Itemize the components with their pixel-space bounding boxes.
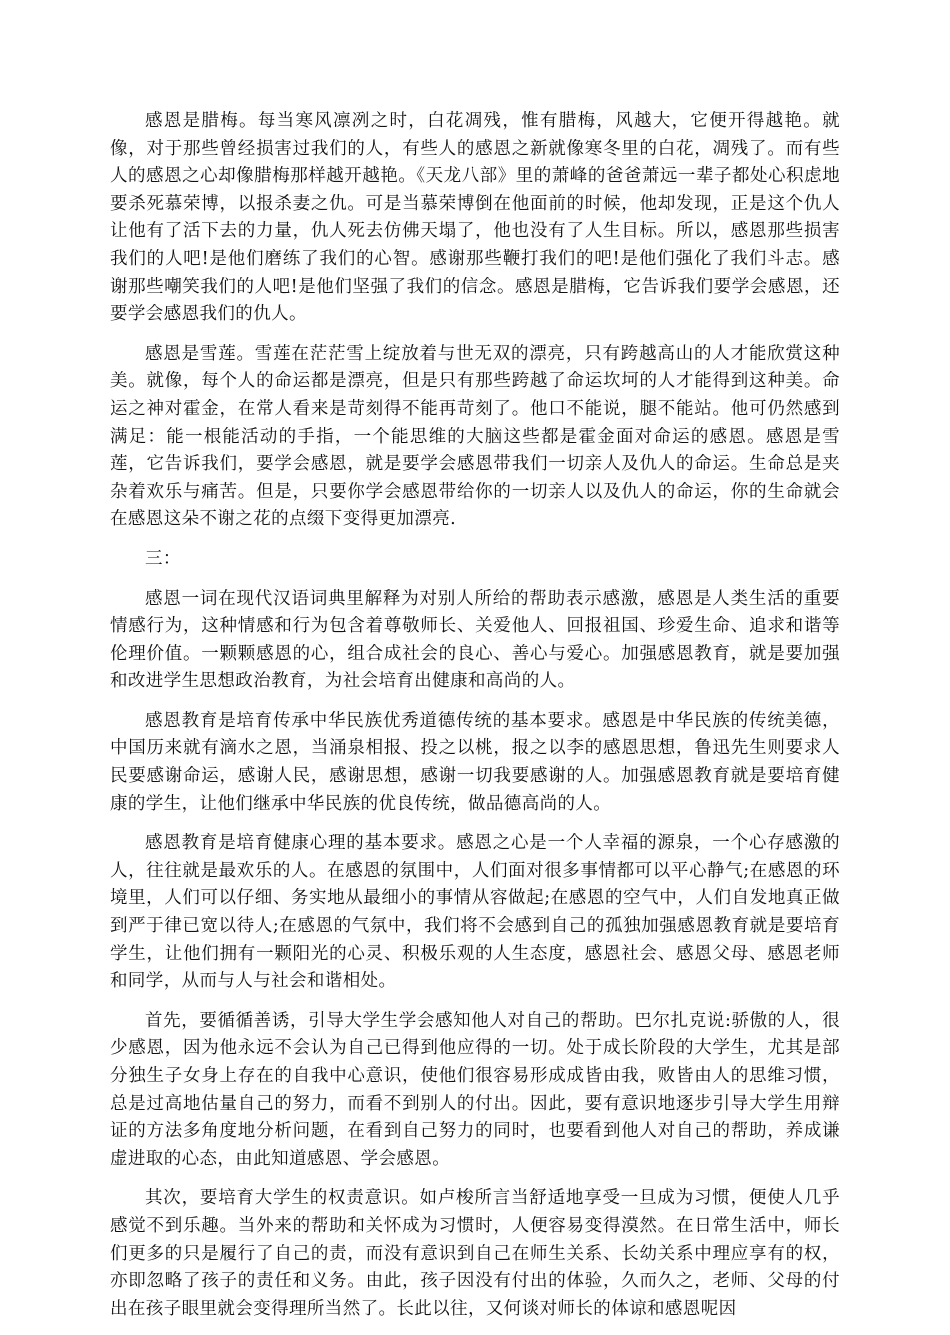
paragraph-second: 其次，要培育大学生的权责意识。如卢梭所言当舒适地享受一旦成为习惯，便使人几乎感觉不到乐趣。当外来的帮助和关怀成为习惯时，人便容易变得漠然。在日常生活中，师长们更多的只是履行了自己的责，而没有意识到自己在师生关系、长幼关系中理应享有的权，亦即忽略了孩子的责任和义务。由此，孩子因没有付出的体验，久而久之，老师、父母的付出在孩子眼里就会变得理所当然了。长此以往，又何谈对师长的体谅和感恩呢因 (110, 1188, 840, 1319)
paragraph-first: 首先，要循循善诱，引导大学生学会感知他人对自己的帮助。巴尔扎克说:骄傲的人，很少感恩，因为他永远不会认为自己已得到他应得的一切。处于成长阶段的大学生，尤其是部分独生子女身上存在的自我中心意识，使他们很容易形成成皆由我，败皆由人的思维习惯，总是过高地估量自己的努力，而看不到别人的付出。因此，要有意识地逐步引导大学生用辩证的方法多角度地分析问题，在看到自己努力的同时，也要看到他人对自己的帮助，养成谦虚进取的心态，由此知道感恩、学会感恩。 (110, 1010, 840, 1169)
paragraph-wintersweet: 感恩是腊梅。每当寒风凛冽之时，白花凋残，惟有腊梅，风越大，它便开得越艳。就像，对于那些曾经损害过我们的人，有些人的感恩之新就像寒冬里的白花，凋残了。而有些人的感恩之心却像腊梅那样越开越艳。《天龙八部》里的萧峰的爸爸萧远一辈子都处心积虑地要杀死慕荣博，以报杀妻之仇。可是当慕荣博倒在他面前的时候，他却发现，正是这个仇人让他有了活下去的力量，仇人死去仿佛天塌了，他也没有了人生目标。所以，感恩那些损害我们的人吧!是他们磨练了我们的心智。感谢那些鞭打我们的吧!是他们强化了我们斗志。感谢那些嘲笑我们的人吧!是他们坚强了我们的信念。感恩是腊梅，它告诉我们要学会感恩，还要学会感恩我们的仇人。 (110, 111, 840, 325)
paragraph-snow-lotus: 感恩是雪莲。雪莲在茫茫雪上绽放着与世无双的漂亮，只有跨越高山的人才能欣赏这种美。就像，每个人的命运都是漂亮，但是只有那些跨越了命运坎坷的人才能得到这种美。命运之神对霍金，在常人看来是苛刻得不能再苛刻了。他口不能说，腿不能站。他可仍然感到满足：能一根能活动的手指，一个能思维的大脑这些都是霍金面对命运的感恩。感恩是雪莲，它告诉我们，要学会感恩，就是要学会感恩带我们一切亲人及仇人的命运。生命总是夹杂着欢乐与痛苦。但是，只要你学会感恩带给你的一切亲人以及仇人的命运，你的生命就会在感恩这朵不谢之花的点缀下变得更加漂亮. (110, 343, 840, 530)
paragraph-definition: 感恩一词在现代汉语词典里解释为对别人所给的帮助表示感激，感恩是人类生活的重要情感行为，这种情感和行为包含着尊敬师长、关爱他人、回报祖国、珍爱生命、追求和谐等伦理价值。一颗颗感恩的心，组合成社会的良心、善心与爱心。加强感恩教育，就是要加强和改进学生思想政治教育，为社会培育出健康和高尚的人。 (110, 588, 840, 692)
paragraph-moral-tradition: 感恩教育是培育传承中华民族优秀道德传统的基本要求。感恩是中华民族的传统美德，中国历来就有滴水之恩，当涌泉相报、投之以桃，报之以李的感恩思想，鲁迅先生则要求人民要感谢命运，感谢人民，感谢思想，感谢一切我要感谢的人。加强感恩教育就是要培育健康的学生，让他们继承中华民族的优良传统，做品德高尚的人。 (110, 710, 840, 814)
document-page (110, 108, 840, 1335)
paragraph-healthy-psychology: 感恩教育是培育健康心理的基本要求。感恩之心是一个人幸福的源泉，一个心存感激的人，往往就是最欢乐的人。在感恩的氛围中，人们面对很多事情都可以平心静气;在感恩的环境里，人们可以仔细、务实地从最细小的事情从容做起;在感恩的空气中，人们自发地真正做到严于律已宽以待人;在感恩的气氛中，我们将不会感到自己的孤独加强感恩教育就是要培育学生，让他们拥有一颗阳光的心灵、积极乐观的人生态度，感恩社会、感恩父母、感恩老师和同学，从而与人与社会和谐相处。 (110, 833, 840, 992)
section-heading-three: 三： (145, 548, 181, 569)
